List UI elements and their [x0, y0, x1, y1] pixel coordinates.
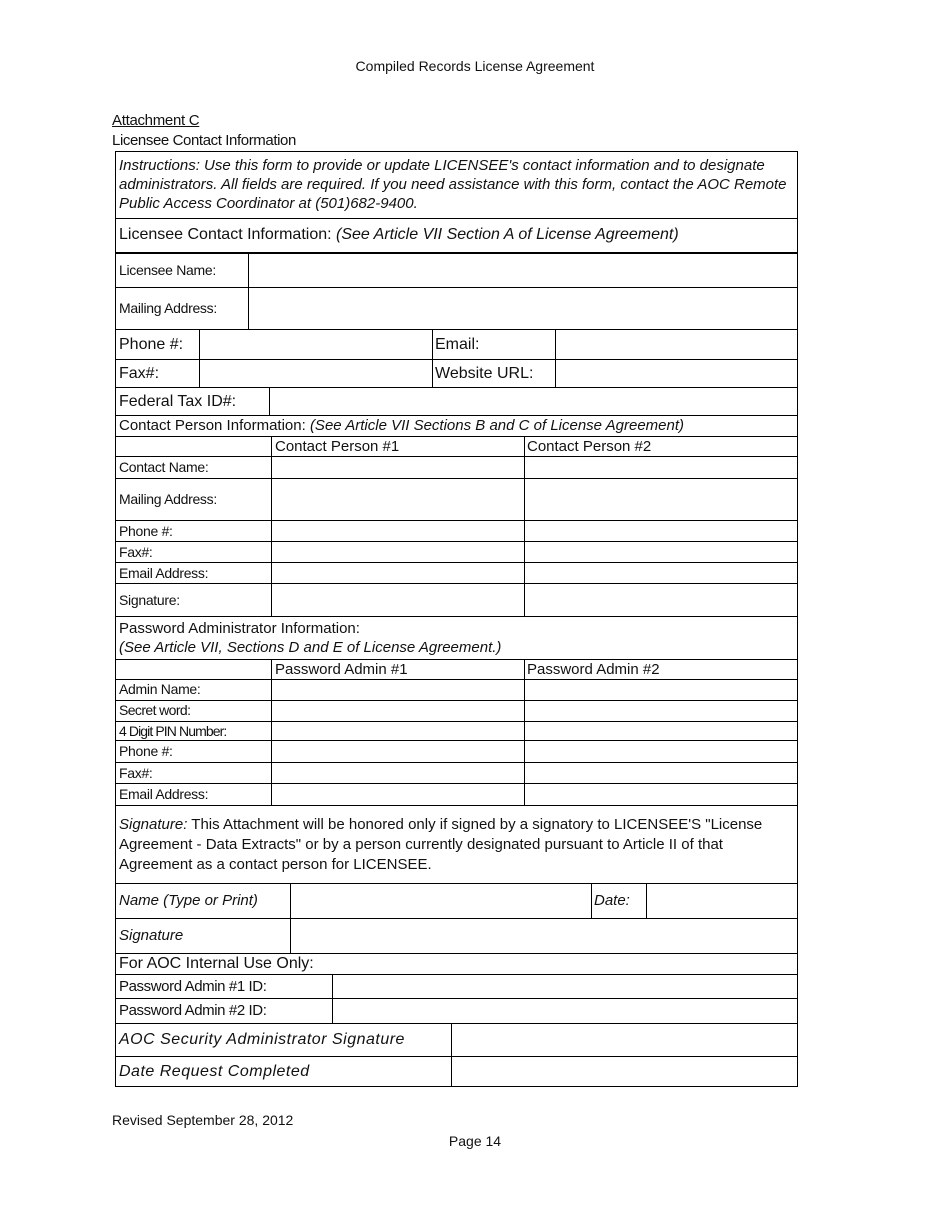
- date-request-completed-input[interactable]: [455, 1059, 793, 1084]
- aoc-security-signature-field[interactable]: [455, 1026, 793, 1054]
- contact1-email-input[interactable]: [275, 565, 520, 581]
- contact-row-label: Fax#:: [119, 544, 153, 560]
- signature-statement-text: This Attachment will be honored only if signed by a signatory to LICENSEE'S "License Agreement - Data Extracts" or by a person currently designated pursuant to Article II of that Agreement as a contact person for LICENSEE.: [119, 816, 763, 873]
- aoc-admin2-id-input[interactable]: [336, 1001, 793, 1021]
- password-row-label: 4 Digit PIN Number:: [119, 723, 227, 739]
- password-section-heading: Password Administrator Information:: [119, 620, 360, 637]
- password-row-label: Phone #:: [119, 743, 173, 759]
- admin2-pin-input[interactable]: [528, 723, 793, 738]
- licensee-name-input[interactable]: [252, 257, 792, 283]
- licensee-email-input[interactable]: [559, 333, 793, 356]
- contact-row-label: Email Address:: [119, 565, 209, 581]
- attachment-subtitle: Licensee Contact Information: [112, 132, 296, 149]
- contact1-name-input[interactable]: [275, 458, 520, 476]
- password-row-label: Secret word:: [119, 702, 191, 718]
- aoc-security-signature-label: AOC Security Administrator Signature: [119, 1031, 405, 1048]
- attachment-title: Attachment C: [112, 112, 200, 129]
- contact1-mailing-input[interactable]: [275, 481, 520, 517]
- instructions-text: Use this form to provide or update LICENSEE's contact information and to designate administrators. All fields are required. If you need assistance with this form, contact the AOC Remote Public Access Coordinator at (501)682-9400.: [119, 157, 787, 212]
- instructions-lead: Instructions:: [119, 157, 200, 174]
- licensee-mailing-label: Mailing Address:: [119, 300, 217, 316]
- signature-statement: [119, 815, 795, 875]
- contact2-email-input[interactable]: [528, 565, 793, 581]
- name-type-print-input[interactable]: [294, 887, 587, 915]
- password-row-label: Admin Name:: [119, 681, 201, 697]
- licensee-website-label: Website URL:: [435, 365, 534, 382]
- instructions: [119, 156, 794, 213]
- contact1-fax-input[interactable]: [275, 544, 520, 560]
- contact-col2-header: Contact Person #2: [527, 438, 652, 455]
- contact-row-label: Phone #:: [119, 523, 173, 539]
- admin1-fax-input[interactable]: [275, 765, 520, 781]
- password-col1-header: Password Admin #1: [275, 661, 408, 678]
- admin2-secret-word-input[interactable]: [528, 702, 793, 719]
- name-type-print-label: Name (Type or Print): [119, 892, 258, 909]
- admin2-email-input[interactable]: [528, 786, 793, 803]
- admin1-phone-input[interactable]: [275, 743, 520, 760]
- contact1-phone-input[interactable]: [275, 523, 520, 539]
- licensee-mailing-input[interactable]: [252, 292, 792, 324]
- password-row-label: Fax#:: [119, 765, 153, 781]
- admin2-phone-input[interactable]: [528, 743, 793, 760]
- password-section-ref: (See Article VII, Sections D and E of License Agreement.): [119, 639, 502, 656]
- contact-row-label: Contact Name:: [119, 459, 209, 475]
- page-header: Compiled Records License Agreement: [355, 58, 595, 74]
- password-row-label: Email Address:: [119, 786, 209, 802]
- licensee-fax-label: Fax#:: [119, 365, 160, 382]
- admin1-name-input[interactable]: [275, 681, 520, 698]
- licensee-fax-input[interactable]: [203, 362, 428, 384]
- contact2-signature-field[interactable]: [528, 586, 793, 614]
- signature-field[interactable]: [294, 922, 793, 950]
- licensee-phone-input[interactable]: [203, 333, 428, 356]
- admin1-secret-word-input[interactable]: [275, 702, 520, 719]
- contact-section-heading: Contact Person Information: (See Article VII Sections B and C of License Agreement): [119, 417, 685, 434]
- aoc-admin1-id-input[interactable]: [336, 977, 793, 996]
- date-label: Date:: [594, 892, 630, 909]
- aoc-admin2-id-label: Password Admin #2 ID:: [119, 1002, 267, 1019]
- aoc-admin1-id-label: Password Admin #1 ID:: [119, 978, 267, 995]
- licensee-email-label: Email:: [435, 336, 480, 353]
- password-col2-header: Password Admin #2: [527, 661, 660, 678]
- licensee-website-input[interactable]: [559, 362, 793, 384]
- licensee-tax-label: Federal Tax ID#:: [119, 393, 237, 410]
- admin2-fax-input[interactable]: [528, 765, 793, 781]
- signature-label: Signature: [119, 927, 184, 944]
- admin1-email-input[interactable]: [275, 786, 520, 803]
- signature-statement-lead: Signature:: [119, 816, 188, 833]
- contact-row-label: Signature:: [119, 592, 180, 608]
- aoc-section-heading: For AOC Internal Use Only:: [119, 955, 314, 972]
- admin2-name-input[interactable]: [528, 681, 793, 698]
- contact-row-label: Mailing Address:: [119, 491, 217, 507]
- licensee-section-heading: Licensee Contact Information: (See Article VII Section A of License Agreement): [119, 226, 679, 243]
- contact2-phone-input[interactable]: [528, 523, 793, 539]
- licensee-phone-label: Phone #:: [119, 336, 184, 353]
- licensee-name-label: Licensee Name:: [119, 262, 216, 278]
- admin1-pin-input[interactable]: [275, 723, 520, 738]
- date-input[interactable]: [650, 887, 793, 915]
- licensee-tax-input[interactable]: [273, 390, 793, 412]
- contact2-mailing-input[interactable]: [528, 481, 793, 517]
- contact1-signature-field[interactable]: [275, 586, 520, 614]
- contact2-fax-input[interactable]: [528, 544, 793, 560]
- contact-col1-header: Contact Person #1: [275, 438, 400, 455]
- revised-date: Revised September 28, 2012: [112, 1112, 294, 1128]
- page-number: Page 14: [448, 1133, 502, 1149]
- contact2-name-input[interactable]: [528, 458, 793, 476]
- date-request-completed-label: Date Request Completed: [119, 1063, 310, 1080]
